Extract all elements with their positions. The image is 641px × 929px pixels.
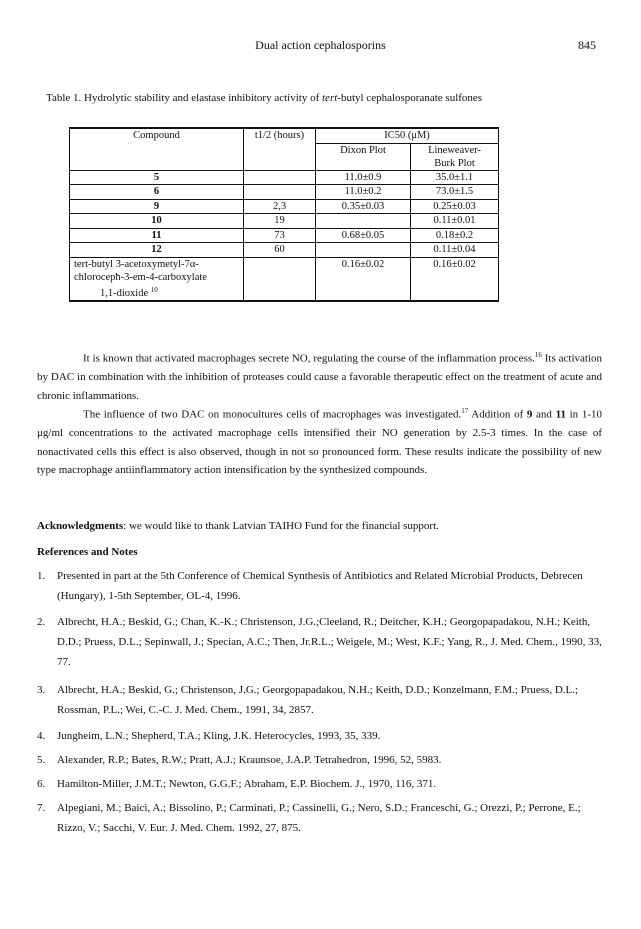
table-row: 11 73 0.68±0.05 0.18±0.2	[70, 228, 499, 243]
table-row: 10 19 0.11±0.01	[70, 214, 499, 229]
reference-item: 4. Jungheim, L.N.; Shepherd, T.A.; Kling, J.K. Heterocycles, 1993, 35, 339.	[37, 730, 381, 742]
body-paragraph-2: The influence of two DAC on monocultures cells of macrophages was investigated.$^{17}$ Addition of 9 and 11 in 1-10 μg/ml concentrations to the activated macrophage cells intensified their NO generation by 2.5-3 times. In the case of nonactivated cells this effect is also observed, though in not so pronounced form. These results indicate the possibility of new type macrophage antiinflammatory action intensification by the synthesized compounds.	[37, 407, 602, 477]
body-paragraph-1: It is known that activated macrophages secrete NO, regulating the course of the inflammation process.$^{16}$ Its activation by DAC in combination with the inhibition of proteases could cause a favorable therapeutic effect on the treatment of acute and chronic inflammations.	[37, 351, 603, 402]
header-lwb: Lineweaver- Burk Plot	[411, 143, 499, 170]
table-row: 6 11.0±0.2 73.0±1.5	[70, 185, 499, 200]
reference-item: 1. Presented in part at the 5th Conference of Chemical Synthesis of Antibiotics and Related Microbial Products, Debrecen (Hungary), 1-5th September, OL-4, 1996.	[37, 570, 583, 602]
reference-item: 7. Alpegiani, M.; Baici, A.; Bissolino, P.; Carminati, P.; Cassinelli, G.; Nero, S.D.; Franceschi, G.; Orezzi, P.; Perrone, E.; Rizzo, V.; Sacchi, V. Eur. J. Med. Chem. 1992, 27, 875.	[37, 802, 581, 834]
reference-item: 2. Albrecht, H.A.; Beskid, G.; Chan, K.-K.; Christenson, J.G.;Cleeland, R.; Deitcher, K.H.; Georgopapadakou, N.H.; Keith, D.D.; Pruess, D.L.; Sepinwall, J.; Specian, A.C.; Then, Jr.R.L.; Weigele, M.; West, K.F.; Yang, R., J. Med. Chem., 1990, 33, 77.	[37, 616, 602, 668]
table-row: 5 11.0±0.9 35.0±1.1	[70, 170, 499, 185]
header-ic50: IC50 (μM)	[316, 128, 499, 143]
table-caption: Table 1. Hydrolytic stability and elastase inhibitory activity of tert-butyl cephalosporanate sulfones	[46, 92, 483, 104]
running-header-title: Dual action cephalosporins	[255, 38, 386, 52]
table-row: 9 2,3 0.35±0.03 0.25±0.03	[70, 199, 499, 214]
header-dixon: Dixon Plot	[316, 143, 411, 170]
acknowledgments: Acknowledgments: we would like to thank Latvian TAIHO Fund for the financial support.	[37, 520, 439, 532]
references-heading: References and Notes	[37, 546, 138, 558]
page-number: 845	[578, 38, 596, 52]
last-compound-name: tert-butyl 3-acetoxymetyl-7α- chlorocepħ-3-em-4-carboxylate 1,1-dioxide $^{10}$	[70, 257, 244, 301]
table-row: 12 60 0.11±0.04	[70, 243, 499, 258]
reference-item: 5. Alexander, R.P.; Bates, R.W.; Pratt, A.J.; Kraunsoe, J.A.P. Tetrahedron, 1996, 52, 5983.	[37, 754, 442, 766]
reference-item: 3. Albrecht, H.A.; Beskid, G.; Christenson, J.G.; Georgopapadakou, N.H.; Keith, D.D.; Konzelmann, F.M.; Pruess, D.L.; Rossman, P.L.; Wei, C.-C. J. Med. Chem., 1991, 34, 2857.	[37, 684, 579, 716]
header-compound: Compound	[70, 128, 244, 143]
table-row: tert-butyl 3-acetoxymetyl-7α- chlorocepħ-3-em-4-carboxylate 1,1-dioxide $^{10}$ 0.16±0.02 0.16±0.02	[70, 257, 499, 301]
header-t12: t1/2 (hours)	[244, 128, 316, 143]
reference-item: 6. Hamilton-Miller, J.M.T.; Newton, G.G.F.; Abraham, E.P. Biochem. J., 1970, 116, 371.	[37, 778, 437, 790]
data-table	[69, 127, 499, 302]
